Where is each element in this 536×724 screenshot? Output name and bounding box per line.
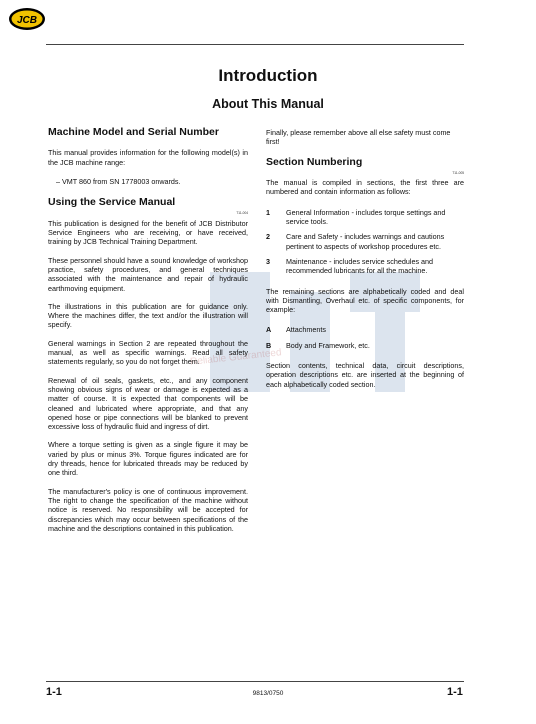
footer-page-right: 1-1	[447, 686, 463, 698]
using-para-5: Renewal of oil seals, gaskets, etc., and any component showing obvious signs of wear or damage is expected as a matter of course. It is expected that components will be cleaned and lubricated where appropriate, and that any opened hose or pipe connections will be blanked to prevent excessive loss of hydraulic fluid and ingress of dirt.	[48, 375, 248, 432]
machine-text: This manual provides information for the following model(s) in the JCB machine range:	[48, 148, 248, 167]
using-para-6: Where a torque setting is given as a single figure it may be varied by plus or minus 3%. Torque figures indicated are for dry threads, hence for lubricated threads may be reduced by one third.	[48, 440, 248, 478]
using-para-3: The illustrations in this publication are for guidance only. Where the machines differ, the text and/or the illustration will specify.	[48, 301, 248, 330]
page-subtitle: About This Manual	[212, 97, 324, 111]
remaining-text: The remaining sections are alphabetically coded and deal with Dismantling, Overhaul etc. of specific components, for example:	[266, 286, 464, 315]
section-ref: T11-005	[452, 170, 464, 175]
logo-text: JCB	[16, 15, 38, 26]
list-item-text: General Information - includes torque settings and service tools.	[286, 207, 446, 227]
watermark-text: Reliable Guaranteed	[189, 347, 283, 368]
using-para-1: This publication is designed for the benefit of JCB Distributor Service Engineers who are receiving, or have received, training by JCB Technical Training Department.	[48, 218, 248, 247]
finally-text: Finally, please remember above all else safety must come first!	[266, 128, 451, 147]
using-para-7: The manufacturer's policy is one of continuous improvement. The right to change the specification of the machine without notice is reserved. No responsibility will be accepted for discrepancies which may occur between specifications of the machine and the descriptions contained in this publication.	[48, 486, 248, 533]
footer-code: 9813/0750	[252, 690, 284, 697]
list-item-text: Maintenance - includes service schedules and recommended lubricants for all the machine.	[286, 256, 434, 276]
list-item-number: 1	[266, 207, 270, 217]
machine-item: – VMT 860 from SN 1778003 onwards.	[56, 176, 181, 186]
right-column	[266, 128, 464, 389]
section-numbering-heading: Section Numbering	[266, 155, 363, 168]
using-ref: T11-004	[236, 211, 248, 216]
page-title: Introduction	[218, 66, 318, 85]
list-item-number: 3	[266, 256, 270, 266]
list-item-text: Attachments	[286, 325, 326, 335]
list-item-text: Body and Framework, etc.	[286, 340, 370, 350]
machine-heading: Machine Model and Serial Number	[48, 126, 219, 138]
footer-page-left: 1-1	[46, 686, 62, 698]
left-column	[48, 128, 248, 533]
section-intro: The manual is compiled in sections, the first three are numbered and contain information as follows:	[266, 178, 464, 197]
header-rule	[46, 44, 464, 45]
footer-rule	[46, 681, 464, 682]
using-heading: Using the Service Manual	[48, 196, 176, 209]
numbered-sections	[266, 208, 464, 276]
lettered-sections	[266, 325, 464, 350]
list-item-letter: B	[266, 340, 272, 350]
using-para-2: These personnel should have a sound knowledge of workshop practice, safety procedures, and general techniques associated with the maintenance and repair of hydraulic earthmoving equipment.	[48, 255, 248, 293]
list-item-text: Care and Safety - includes warnings and cautions pertinent to aspects of workshop procedures etc.	[286, 232, 445, 251]
jcb-logo	[8, 6, 46, 32]
list-item-number: 2	[266, 232, 270, 242]
contents-text: Section contents, technical data, circuit descriptions, operation descriptions etc. are inserted at the beginning of each alphabetically coded section.	[266, 361, 464, 389]
using-para-4: General warnings in Section 2 are repeated throughout the manual, as well as specific warnings. Read all safety statements regularly, so you do not forget them.	[48, 338, 248, 367]
list-item-letter: A	[266, 325, 272, 335]
